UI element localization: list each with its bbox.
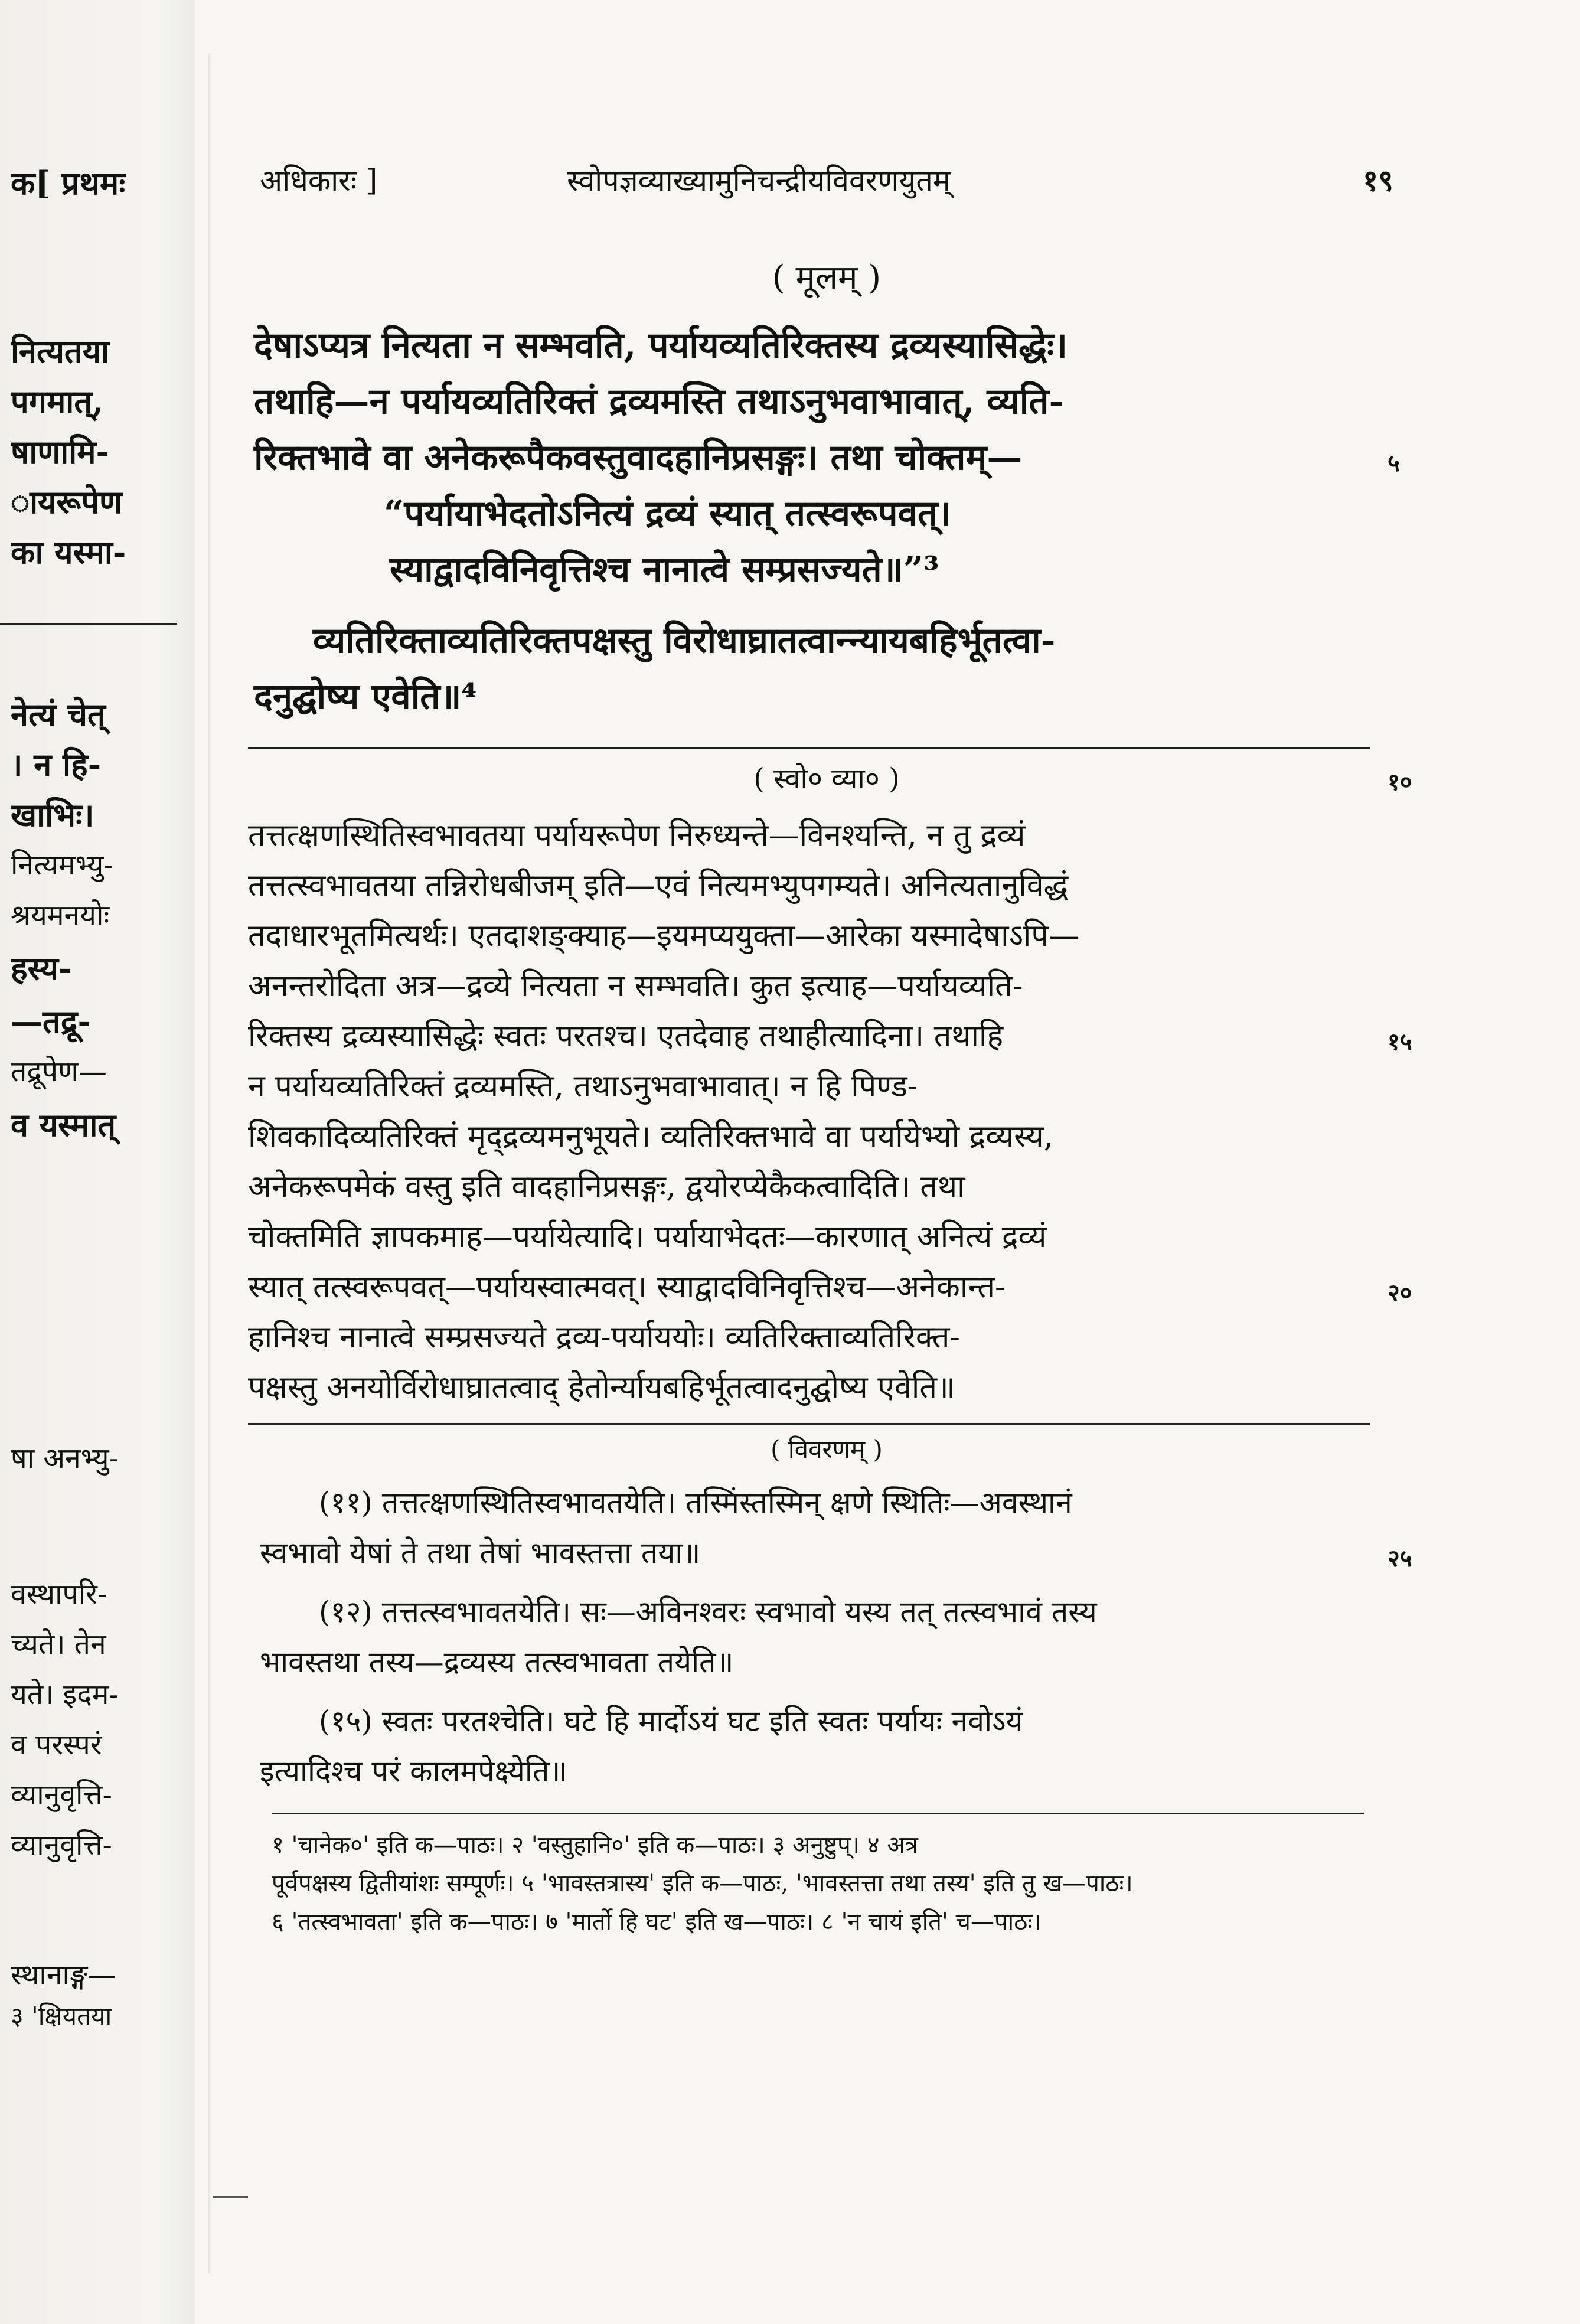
mula-line: तथाहि—न पर्यायव्यतिरिक्तं द्रव्यमस्ति तथाऽनुभवाभावात्, व्यति-	[254, 381, 1064, 422]
commentary-line: अनेकरूपमेकं वस्तु इति वादहानिप्रसङ्गः, द्वयोरप्येकैकत्वादिति। तथा	[248, 1169, 965, 1205]
mula-heading: ( मूलम् )	[772, 259, 882, 297]
vivarana-line: (१५) स्वतः परतश्चेति। घटे हि मार्दोऽयं घट इति स्वतः पर्यायः नवोऽयं	[319, 1704, 1023, 1738]
adjacent-line: षाणामि-	[11, 433, 109, 471]
adjacent-line: का यस्मा-	[11, 533, 126, 571]
adjacent-page-strip	[0, 0, 189, 2324]
commentary-line: स्यात् तत्स्वरूपवत्—पर्यायस्वात्मवत्। स्याद्वादविनिवृत्तिश्च—अनेकान्त-	[248, 1269, 1006, 1305]
adjacent-line: नित्यतया	[11, 332, 110, 370]
adjacent-line: पगमात्,	[11, 383, 103, 420]
margin-line-number: १५	[1388, 1028, 1412, 1056]
adjacent-line: ायरूपेण	[11, 483, 123, 521]
adjacent-line: व परस्परं	[11, 1728, 102, 1761]
footnote-line: ६ 'तत्स्वभावता' इति क—पाठः। ७ 'मार्तो हि घट' इति ख—पाठः। ८ 'न चायं इति' च—पाठः।	[272, 1908, 1042, 1935]
page-number: १९	[1363, 163, 1393, 198]
header-chapter: अधिकारः ]	[260, 164, 378, 198]
adjacent-line: वस्थापरि-	[11, 1578, 107, 1611]
adjacent-line: श्रयमनयोः	[11, 899, 110, 932]
adjacent-line: क[ प्रथमः	[11, 164, 126, 202]
mula-line: दनुद्घोष्य एवेति॥⁴	[254, 676, 477, 717]
page-fold-shadow	[208, 53, 211, 2273]
commentary-heading: ( स्वो० व्या० )	[753, 762, 900, 795]
margin-line-number: २५	[1388, 1545, 1412, 1572]
mula-line: व्यतिरिक्ताव्यतिरिक्तपक्षस्तु विरोधाघ्रातत्वान्न्यायबहिर्भूतत्वा-	[313, 620, 1056, 661]
commentary-line: अनन्तरोदिता अत्र—द्रव्ये नित्यता न सम्भवति। कुत इत्याह—पर्यायव्यति-	[248, 968, 1023, 1004]
adjacent-line: नेत्यं चेत्	[11, 696, 106, 733]
adjacent-line: खाभिः।	[11, 796, 94, 834]
vivarana-line: (१२) तत्तत्स्वभावतयेति। सः—अविनश्वरः स्वभावो यस्य तत् तत्स्वभावं तस्य	[319, 1595, 1097, 1629]
adjacent-line: ३ 'क्षियतया	[11, 2002, 112, 2031]
vivarana-line: भावस्तथा तस्य—द्रव्यस्य तत्स्वभावता तयेति॥	[260, 1645, 734, 1679]
adjacent-line: तद्रूपेण—	[11, 1055, 107, 1088]
adjacent-line: हस्य-	[11, 949, 72, 987]
mula-verse-line: स्याद्वादविनिवृत्तिश्च नानात्वे सम्प्रसज्यते॥”³	[390, 549, 939, 590]
section-rule	[248, 747, 1370, 749]
footnote-line: १ 'चानेक०' इति क—पाठः। २ 'वस्तुहानि०' इति क—पाठः। ३ अनुष्टुप्। ४ अत्र	[272, 1832, 918, 1859]
main-page	[248, 0, 1412, 2324]
adjacent-line: —तद्रू-	[11, 1003, 91, 1040]
footnote-line: पूर्वपक्षस्य द्वितीयांशः सम्पूर्णः। ५ 'भावस्तत्रास्य' इति क—पाठः, 'भावस्तत्ता तथा तस्य' इति तु ख—पाठः।	[272, 1870, 1133, 1897]
adjacent-line: । न हि-	[11, 746, 102, 784]
margin-line-number: २०	[1388, 1279, 1412, 1307]
adjacent-line: षा अनभ्यु-	[11, 1442, 119, 1475]
commentary-line: तदाधारभूतमित्यर्थः। एतदाशङ्क्याह—इयमप्ययुक्ता—आरेका यस्मादेषाऽपि—	[248, 918, 1079, 954]
margin-line-number: १०	[1388, 768, 1412, 796]
vivarana-line: स्वभावो येषां ते तथा तेषां भावस्तत्ता तया॥	[260, 1536, 701, 1570]
commentary-line: हानिश्च नानात्वे सम्प्रसज्यते द्रव्य-पर्याययोः। व्यतिरिक्ताव्यतिरिक्त-	[248, 1320, 960, 1355]
commentary-line: तत्तत्स्वभावतया तन्निरोधबीजम् इति—एवं नित्यमभ्युपगम्यते। अनित्यतानुविद्धं	[248, 868, 1069, 903]
commentary-line: चोक्तमिति ज्ञापकमाह—पर्यायेत्यादि। पर्यायाभेदतः—कारणात् अनित्यं द्रव्यं	[248, 1219, 1047, 1255]
margin-line-number: ५	[1388, 449, 1400, 477]
header-title: स्वोपज्ञव्याख्यामुनिचन्द्रीयविवरणयुतम्	[567, 164, 951, 198]
vivarana-heading: ( विवरणम् )	[771, 1435, 883, 1464]
mula-verse-line: “पर्यायाभेदतोऽनित्यं द्रव्यं स्यात् तत्स्वरूपवत्।	[384, 493, 951, 534]
adjacent-line: व्यानुवृत्ति-	[11, 1778, 112, 1811]
vivarana-line: इत्यादिश्च परं कालमपेक्ष्येति॥	[260, 1754, 567, 1788]
running-header	[248, 159, 1405, 207]
adjacent-rule	[0, 623, 177, 625]
adjacent-line: स्थानाङ्ग—	[11, 1959, 116, 1992]
adjacent-line: व यस्मात्	[11, 1106, 116, 1144]
adjacent-line: नित्यमभ्यु-	[11, 848, 113, 882]
mula-line: रिक्तभावे वा अनेकरूपैकवस्तुवादहानिप्रसङ्गः। तथा चोक्तम्—	[254, 437, 1023, 478]
vivarana-line: (११) तत्तत्क्षणस्थितिस्वभावतयेति। तस्मिंस्तस्मिन् क्षणे स्थितिः—अवस्थानं	[319, 1486, 1072, 1520]
adjacent-line: व्यानुवृत्ति-	[11, 1829, 112, 1862]
adjacent-line: च्यते। तेन	[11, 1628, 106, 1661]
stray-mark	[213, 2196, 248, 2198]
commentary-line: शिवकादिव्यतिरिक्तं मृद्द्रव्यमनुभूयते। व्यतिरिक्तभावे वा पर्यायेभ्यो द्रव्यस्य,	[248, 1119, 1054, 1154]
section-rule	[248, 1423, 1370, 1425]
footnote-rule	[272, 1813, 1364, 1814]
commentary-line: पक्षस्तु अनयोर्विरोधाघ्रातत्वाद् हेतोर्न्यायबहिर्भूतत्वादनुद्घोष्य एवेति॥	[248, 1370, 956, 1405]
commentary-line: रिक्तस्य द्रव्यस्यासिद्धेः स्वतः परतश्च। एतदेवाह तथाहीत्यादिना। तथाहि	[248, 1019, 1004, 1054]
adjacent-line: यते। इदम-	[11, 1678, 119, 1711]
commentary-line: न पर्यायव्यतिरिक्तं द्रव्यमस्ति, तथाऽनुभवाभावात्। न हि पिण्ड-	[248, 1069, 918, 1104]
mula-line: देषाऽप्यत्र नित्यता न सम्भवति, पर्यायव्यतिरिक्तस्य द्रव्यस्यासिद्धेः।	[254, 325, 1068, 366]
commentary-line: तत्तत्क्षणस्थितिस्वभावतया पर्यायरूपेण निरुध्यन्ते—विनश्यन्ति, न तु द्रव्यं	[248, 818, 1026, 853]
